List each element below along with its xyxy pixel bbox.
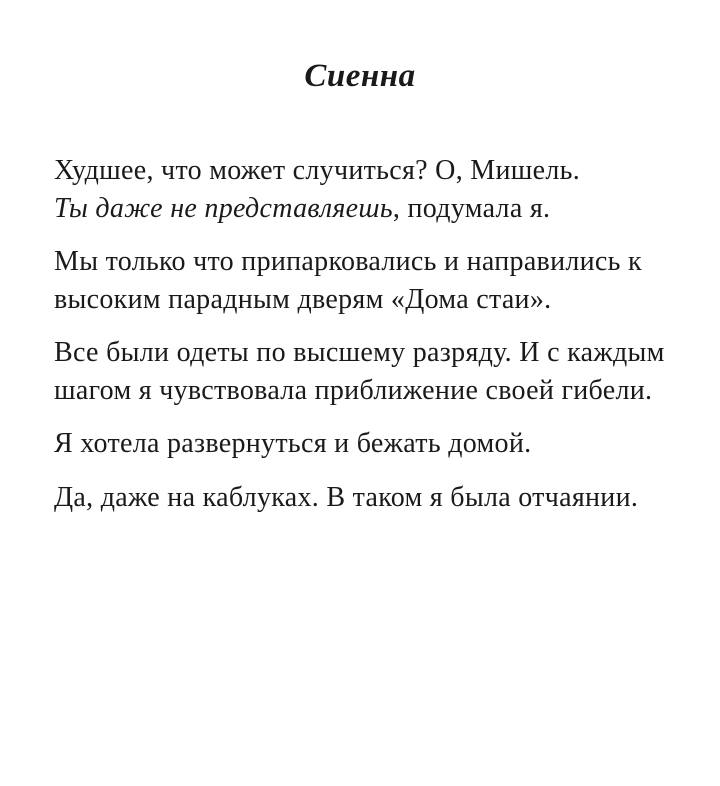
paragraph-4: Я хотела развернуться и бежать домой. (54, 428, 532, 459)
paragraph-2: Мы только что припарковались и направились к высоким парадным дверям «Дома стаи». (54, 246, 642, 315)
chapter-body (54, 152, 694, 532)
paragraph-3: Все были одеты по высшему разряду. И с каждым шагом я чувствовала приближение своей гибели. (54, 337, 665, 406)
paragraph-5: Да, даже на каблуках. В таком я была отчаянии. (54, 481, 639, 513)
chapter-heading: Сиенна (304, 58, 416, 94)
paragraph-1-italic-text: Ты даже не представляешь (54, 192, 393, 224)
paragraph-1-line-1: Худшее, что может случиться? О, Мишель. (54, 155, 581, 186)
paragraph-1-rest: , подумала я. (392, 192, 551, 224)
paragraph-1 (54, 152, 694, 227)
